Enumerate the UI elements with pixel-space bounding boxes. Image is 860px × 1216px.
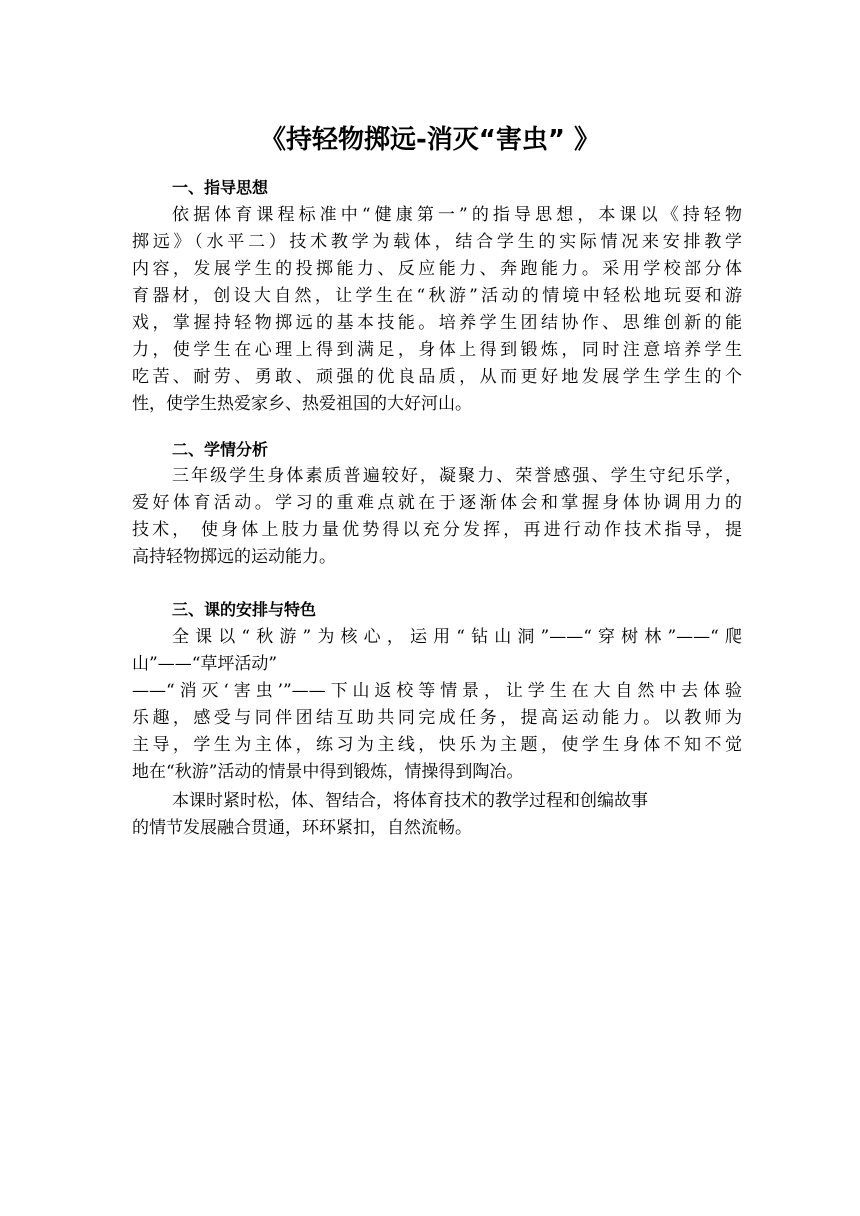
paragraph-line: 育器材，创设大自然，让学生在“秋游”活动的情境中轻松地玩耍和游 <box>132 286 742 306</box>
section-heading-guiding-ideology: 一、指导思想 <box>172 178 269 197</box>
paragraph-line: 三年级学生身体素质普遍较好，凝聚力、荣誉感强、学生守纪乐学， <box>172 466 742 486</box>
paragraph-line: ——“消灭‘害虫’”——下山返校等情景，让学生在大自然中去体验 <box>132 681 742 701</box>
paragraph-line: 掷远》（水平二）技术教学为载体，结合学生的实际情况来安排教学 <box>132 232 742 252</box>
paragraph-line: 戏，掌握持轻物掷远的基本技能。培养学生团结协作、思维创新的能 <box>132 313 742 333</box>
paragraph-line: 性，使学生热爱家乡、热爱祖国的大好河山。 <box>132 394 472 414</box>
paragraph-line: 内容，发展学生的投掷能力、反应能力、奔跑能力。采用学校部分体 <box>132 259 742 279</box>
paragraph-line: 的情节发展融合贯通，环环紧扣，自然流畅。 <box>132 818 472 838</box>
document-title: 《持轻物掷远-消灭“害虫” 》 <box>259 125 601 155</box>
paragraph-line: 爱好体育活动。学习的重难点就在于逐渐体会和掌握身体协调用力的 <box>132 493 742 513</box>
paragraph-line: 依据体育课程标准中“健康第一”的指导思想，本课以《持轻物 <box>172 205 742 225</box>
paragraph-line: 山”——“草坪活动” <box>132 654 278 674</box>
paragraph-line: 力，使学生在心理上得到满足，身体上得到锻炼，同时注意培养学生 <box>132 340 742 360</box>
paragraph-line: 本课时紧时松，体、智结合，将体育技术的教学过程和创编故事 <box>172 791 648 811</box>
paragraph-line: 高持轻物掷远的运动能力。 <box>132 547 336 567</box>
paragraph-line: 吃苦、耐劳、勇敢、顽强的优良品质，从而更好地发展学生学生的个 <box>132 367 742 387</box>
paragraph-line: 技术， 使身体上肢力量优势得以充分发挥，再进行动作技术指导，提 <box>132 520 742 540</box>
paragraph-line: 全课以“秋游”为核心，运用“钻山洞”——“穿树林”——“爬 <box>172 627 742 647</box>
section-heading-lesson-arrangement: 三、课的安排与特色 <box>172 600 317 619</box>
paragraph-line: 乐趣，感受与同伴团结互助共同完成任务，提高运动能力。以教师为 <box>132 708 742 728</box>
paragraph-line: 地在“秋游”活动的情景中得到锻炼，情操得到陶冶。 <box>132 762 524 782</box>
paragraph-line: 主导，学生为主体，练习为主线，快乐为主题，使学生身体不知不觉 <box>132 735 742 755</box>
section-heading-learner-analysis: 二、学情分析 <box>172 440 269 459</box>
